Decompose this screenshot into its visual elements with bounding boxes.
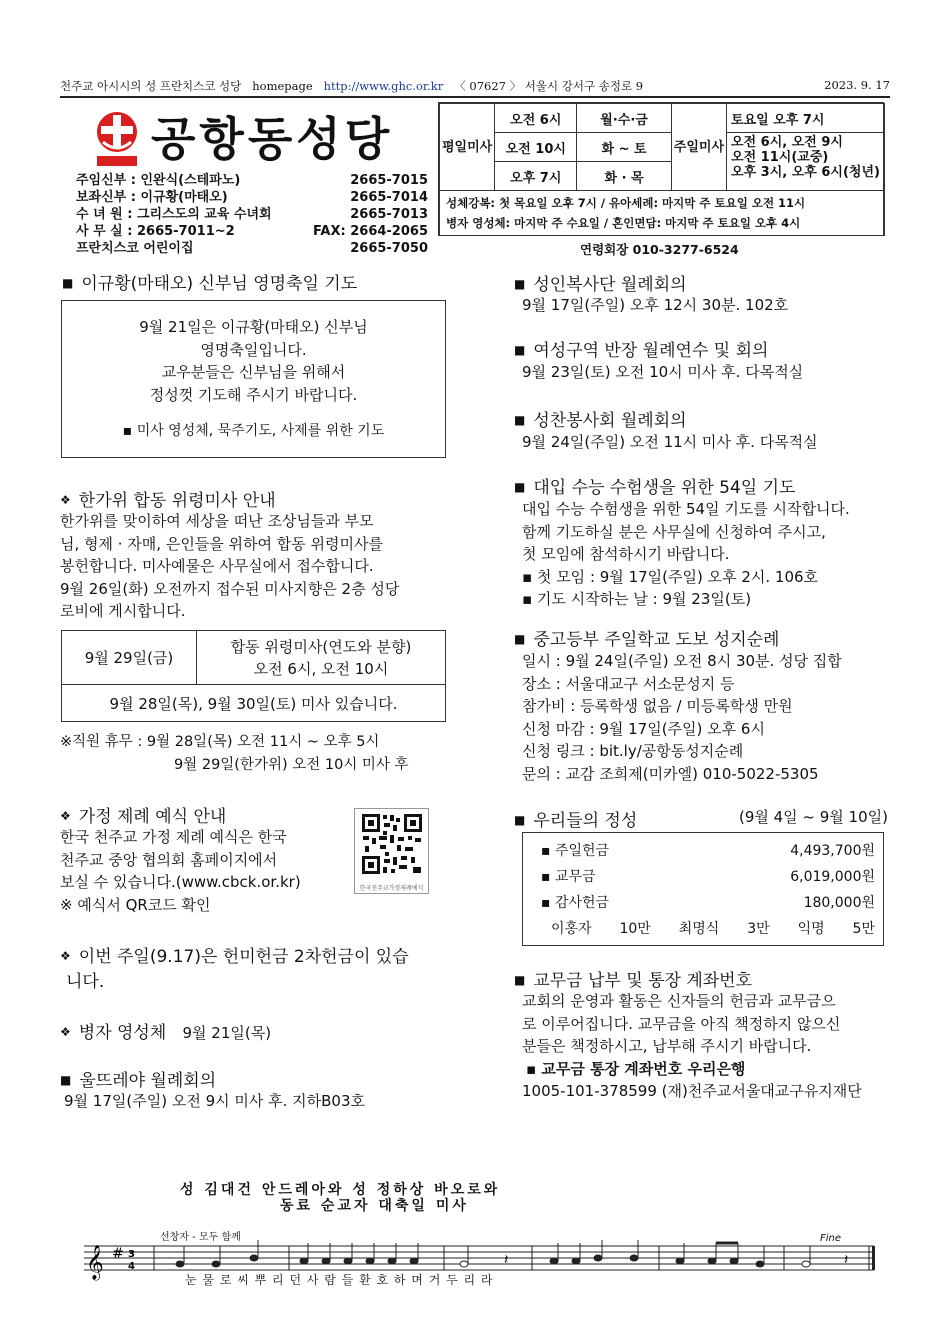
memorial-mass-text: 한가위를 맞이하여 세상을 떠난 조상님들과 부모 님, 형제 · 자매, 은인들을 위하여 합동 위령미사를 봉헌합니다. 미사예물은 사무실에서 접수합니다. 9월 26일(화) 오전까지 접수된 미사지향은 2층 성당 로비에 게시합니다. — [60, 512, 400, 620]
section-title: ■ 교무금 납부 및 통장 계좌번호 — [514, 971, 753, 991]
parish-title: 공항동성당 — [151, 112, 394, 166]
feast-prayer-box: 9월 21일은 이규황(마태오) 신부님 영명축일입니다. 교우분들은 신부님을 위해서 정성껏 기도해 주시기 바랍니다. ▪ 미사 영성체, 묵주기도, 사제를 위한 기도 — [61, 300, 446, 458]
mass-note: 병자 영성체: 마지막 주 수요일 / 혼인면담: 마지막 주 토요일 오후 4시 — [446, 216, 801, 230]
svg-text:3: 3 — [128, 1249, 135, 1260]
treble-clef-icon: 𝄞 — [86, 1245, 104, 1280]
memorial-note: 9월 28일(목), 9월 30일(토) 미사 있습니다. — [62, 685, 446, 722]
staff-row: 프란치스코 어린이집 2665-7050 — [76, 241, 428, 256]
homepage-link[interactable]: http://www.ghc.or.kr — [323, 79, 444, 93]
issue-date: 2023. 9. 17 — [824, 78, 890, 92]
donor-row: 이홍자 10만 최명식 3만 익명 5만 — [551, 921, 875, 937]
staff-holiday: ※직원 휴무 : 9월 28일(목) 오전 11시 ~ 오후 5시 9월 29일(한가위) 오전 10시 미사 후 — [60, 734, 409, 773]
sunday-time: 토요일 오후 7시 — [727, 104, 885, 133]
prayer-list: ▪ 미사 영성체, 묵주기도, 사제를 위한 기도 — [122, 423, 385, 439]
section-title: ■ 이규황(마태오) 신부님 영명축일 기도 — [62, 274, 358, 294]
hymn-lyrics: 눈 물 로 씨 뿌 리 던 사 람 들 환 호 하 며 거 두 리 라 — [185, 1273, 494, 1287]
women-district-info: 9월 23일(토) 오전 10시 미사 후. 다목적실 — [522, 363, 804, 381]
second-collection-notice: ❖ 이번 주일(9.17)은 헌미헌금 2차헌금이 있습 니다. — [60, 947, 409, 992]
mass-schedule — [438, 102, 884, 236]
section-title: ■ 우리들의 정성 (9월 4일 ~ 9월 10일) — [514, 808, 888, 831]
qr-caption: 한국천주교가정제례예식 — [359, 885, 424, 892]
hymn-cue: 선창자 - 모두 함께 — [160, 1232, 241, 1243]
sunday-time: 오후 3시, 오후 6시(청년) — [731, 165, 880, 180]
memorial-date: 9월 29일(금) — [62, 631, 197, 685]
section-title: ■ 성인복사단 월례회의 — [514, 275, 687, 295]
logo — [95, 104, 425, 174]
hymn-title: 성 김대건 안드레아와 성 정하상 바오로와 동료 순교자 대축일 미사 — [180, 1182, 501, 1214]
council-contact: 연령회장 010-3277-6524 — [580, 242, 739, 257]
qr-code[interactable] — [354, 808, 429, 894]
offering-period: (9월 4일 ~ 9월 10일) — [738, 808, 888, 826]
svg-text:#: # — [112, 1246, 124, 1262]
mass-note: 성체강복: 첫 목요일 오후 7시 / 유아세례: 마지막 주 토요일 오전 11시 — [446, 196, 806, 210]
weekday-mass-label: 평일미사 — [440, 104, 495, 191]
hymn-fine: Fine — [820, 1233, 842, 1244]
weekday-days: 화 ~ 토 — [577, 133, 671, 162]
header-line — [60, 78, 890, 94]
sunday-time: 오전 11시(교중) — [731, 150, 829, 165]
parish-line: 천주교 아시시의 성 프란치스코 성당 — [60, 79, 242, 93]
section-title: ■ 성찬봉사회 월례회의 — [514, 411, 687, 431]
header-rule — [60, 96, 890, 98]
memorial-mass-time: 오전 6시, 오전 10시 — [253, 659, 389, 678]
pilgrimage-text: 일시 : 9월 24일(주일) 오전 8시 30분. 성당 집합 장소 : 서울대교구 서소문성지 등 참가비 : 등록학생 없음 / 미등록학생 만원 신청 마감 : 9월 17일(주일) 오후 6시 신청 링크 : bit.ly/공항동성지순례 문의 : 교감 조희제(미카엘) 010-5022-5305 — [522, 652, 842, 783]
family-rite-text: 한국 천주교 가정 제례 예식은 한국 천주교 중앙 협의회 홈페이지에서 보실 수 있습니다.(www.cbck.or.kr) ※ 예식서 QR코드 확인 — [60, 828, 301, 914]
church-logo-icon — [95, 110, 139, 168]
section-title: ■ 여성구역 반장 월례연수 및 회의 — [514, 341, 769, 361]
section-title: ❖ 가정 제례 예식 안내 — [60, 807, 227, 827]
choir-info: 9월 24일(주일) 오전 11시 미사 후. 다목적실 — [522, 433, 818, 451]
staff-row: 사 무 실 : 2665-7011~2 FAX: 2664-2065 — [76, 224, 428, 239]
bank-account: 1005-101-378599 (재)천주교서울대교구유지재단 — [522, 1082, 862, 1100]
homepage-label: homepage — [252, 79, 313, 93]
weekday-days: 화 · 목 — [577, 162, 671, 191]
weekday-time: 오전 10시 — [495, 133, 577, 162]
altar-server-info: 9월 17일(주일) 오후 12시 30분. 102호 — [522, 296, 789, 314]
staff-list — [76, 172, 428, 257]
weekday-time: 오후 7시 — [495, 162, 577, 191]
qr-code-icon — [355, 809, 428, 879]
section-title: ❖ 한가위 합동 위령미사 안내 — [60, 491, 276, 511]
bank-name: ▪ 교무금 통장 계좌번호 우리은행 — [526, 1059, 746, 1078]
sunday-time: 오전 6시, 오전 9시 — [731, 135, 843, 150]
weekday-time: 오전 6시 — [495, 104, 577, 133]
svg-text:4: 4 — [128, 1261, 135, 1272]
memorial-mass-name: 합동 위령미사(연도와 분향) — [230, 637, 412, 656]
svg-text:𝄽: 𝄽 — [844, 1252, 849, 1268]
weekday-days: 월·수·금 — [577, 104, 671, 133]
staff-row: 수 녀 원 : 그리스도의 교육 수녀회 2665-7013 — [76, 207, 428, 222]
offering-box — [522, 832, 884, 946]
memorial-mass-table — [61, 630, 446, 722]
address: 〈 07627 〉 서울시 강서구 송정로 9 — [454, 79, 644, 93]
staff-row: 주임신부 : 인완식(스테파노) 2665-7015 — [76, 173, 428, 188]
offering-row: ▪ 교무금 6,019,000원 — [541, 869, 875, 885]
exam-prayer-text: 대입 수능 수험생을 위한 54일 기도를 시작합니다. 함께 기도하실 분은 사무실에 신청하여 주시고, 첫 모임에 참석하시기 바랍니다. ▪ 첫 모임 : 9월 17일(주일) 오후 2시. 106호 ▪ 기도 시작하는 날 : 9월 23일(토) — [522, 500, 850, 608]
ultreya-info: 9월 17일(주일) 오전 9시 미사 후. 지하B03호 — [64, 1092, 366, 1110]
section-title: ■ 중고등부 주일학교 도보 성지순례 — [514, 630, 780, 650]
section-title: ■ 대입 수능 수험생을 위한 54일 기도 — [514, 478, 796, 498]
dues-text: 교회의 운영과 활동은 신자들의 헌금과 교무금으 로 이루어집니다. 교무금을 아직 책정하지 않으신 분들은 책정하시고, 납부해 주시기 바랍니다. ▪ 교무금 통장 계좌번호 우리은행 1005-101-378599 (재)천주교서울대교구유지재단 — [522, 990, 890, 1103]
staff-row: 보좌신부 : 이규황(마태오) 2665-7014 — [76, 190, 428, 205]
offering-row: ▪ 감사헌금 180,000원 — [541, 895, 875, 911]
section-title: ❖ 병자 영성체 9월 21일(목) — [60, 1023, 272, 1043]
offering-row: ▪ 주일헌금 4,493,700원 — [541, 843, 875, 859]
sunday-mass-label: 주일미사 — [671, 104, 726, 191]
section-title: ■ 울뜨레야 월례회의 — [60, 1071, 217, 1091]
svg-text:𝄽: 𝄽 — [504, 1252, 509, 1268]
